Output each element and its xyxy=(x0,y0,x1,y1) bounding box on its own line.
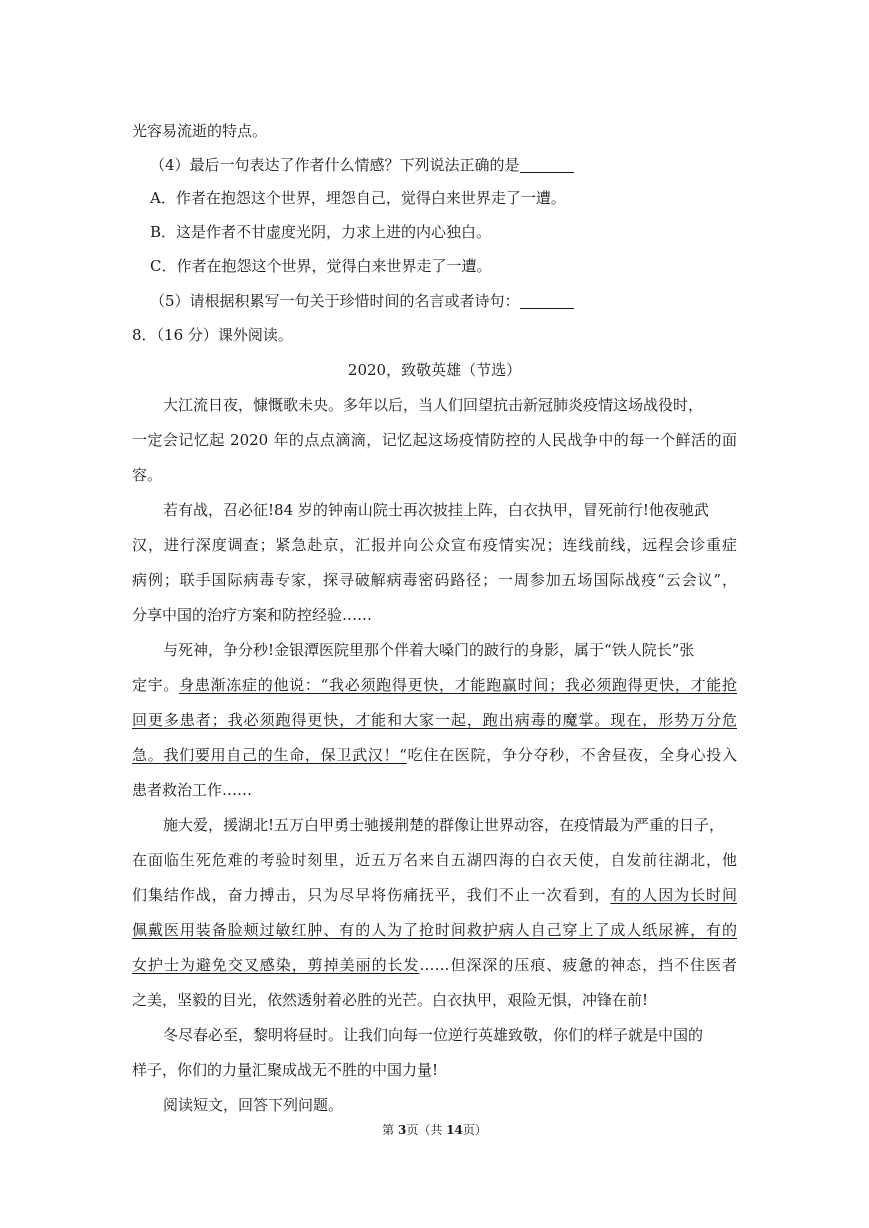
text-line: 阅读短文，回答下列问题。 xyxy=(163,1096,344,1114)
text-line: 分享中国的治疗方案和防控经验…… xyxy=(132,606,373,624)
option-a: A．作者在抱怨这个世界，埋怨自己，觉得白来世界走了一遭。 xyxy=(150,189,566,207)
text-line: 们集结作战，奋力搏击，只为尽早将伤痛抚平，我们不止一次看到，有的人因为长时间 xyxy=(132,886,737,904)
total-pages: 14 xyxy=(446,1123,463,1137)
text-line: 施大爱，援湖北!五万白甲勇士驰援荆楚的群像让世界动容，在疫情最为严重的日子， xyxy=(163,816,725,834)
text-line: 汉，进行深度调查；紧急赴京，汇报并向公众宣布疫情实况；连线前线，远程会诊重症 xyxy=(132,536,737,554)
question-8: 8．（16 分）课外阅读。 xyxy=(132,326,293,344)
underlined-sentence: 有的人因为长时间 xyxy=(610,886,737,904)
underlined-sentence: 回更多患者；我必须跑得更快，才能和大家一起，跑出病毒的魔掌。现在，形势万分危 xyxy=(132,711,737,729)
text-line: 容。 xyxy=(132,466,163,484)
text-line: 之美，坚毅的目光，依然透射着必胜的光芒。白衣执甲，艰险无惧，冲锋在前! xyxy=(132,991,649,1009)
text-line: 若有战，召必征!84 岁的钟南山院士再次披挂上阵，白衣执甲，冒死前行!他夜驰武 xyxy=(163,501,709,519)
text-line: 病例；联手国际病毒专家，探寻破解病毒密码路径；一周参加五场国际战疫“云会议”， xyxy=(132,571,737,589)
question-5: （5）请根据积累写一句关于珍惜时间的名言或者诗句： xyxy=(150,291,574,311)
question-4: （4）最后一句表达了作者什么情感？下列说法正确的是 xyxy=(150,155,574,175)
answer-blank xyxy=(520,294,574,309)
article-title: 2020，致敬英雄（节选） xyxy=(347,361,522,379)
text-line: 急。我们要用自己的生命，保卫武汉！“吃住在医院，争分夺秒，不舍昼夜，全身心投入 xyxy=(132,746,737,764)
answer-blank xyxy=(520,158,574,173)
underlined-sentence: 急。我们要用自己的生命，保卫武汉！“ xyxy=(132,746,407,764)
underlined-sentence: 女护士为避免交叉感染，剪掉美丽的长发 xyxy=(132,956,420,974)
text-line: 在面临生死危难的考验时刻里，近五万名来自五湖四海的白衣天使，自发前往湖北，他 xyxy=(132,851,737,869)
option-b: B．这是作者不甘虚度光阴，力求上进的内心独白。 xyxy=(150,223,492,241)
text-line: 患者救治工作…… xyxy=(132,781,253,799)
text-line: 光容易流逝的特点。 xyxy=(132,122,268,140)
text-line xyxy=(132,920,737,940)
text-line xyxy=(132,710,737,730)
text-line: 冬尽春必至，黎明将昼时。让我们向每一位逆行英雄致敬，你们的样子就是中国的 xyxy=(163,1026,704,1044)
text-line: 样子，你们的力量汇聚成战无不胜的中国力量! xyxy=(132,1061,439,1079)
underlined-sentence: 身患渐冻症的他说：“我必须跑得更快，才能跑赢时间；我必须跑得更快，才能抢 xyxy=(179,676,737,694)
page-number: 3 xyxy=(397,1123,407,1137)
text-line: 一定会记忆起 2020 年的点点滴滴，记忆起这场疫情防控的人民战争中的每一个鲜活的面 xyxy=(132,431,737,449)
text-line: 定宇。身患渐冻症的他说：“我必须跑得更快，才能跑赢时间；我必须跑得更快，才能抢 xyxy=(132,676,737,694)
text-line: 大江流日夜，慷慨歌未央。多年以后，当人们回望抗击新冠肺炎疫情这场战役时， xyxy=(163,396,704,414)
page-footer: 第 3页（共 14页） xyxy=(382,1123,487,1137)
underlined-sentence: 佩戴医用装备脸颊过敏红肿、有的人为了抢时间救护病人自己穿上了成人纸尿裤，有的 xyxy=(132,921,737,939)
text-line: 女护士为避免交叉感染，剪掉美丽的长发……但深深的压痕、疲惫的神态，挡不住医者 xyxy=(132,956,737,974)
text-line: 与死神，争分秒!金银潭医院里那个伴着大嗓门的跛行的身影，属于“铁人院长”张 xyxy=(163,641,695,659)
option-c: C．作者在抱怨这个世界，觉得白来世界走了一遭。 xyxy=(150,257,492,275)
